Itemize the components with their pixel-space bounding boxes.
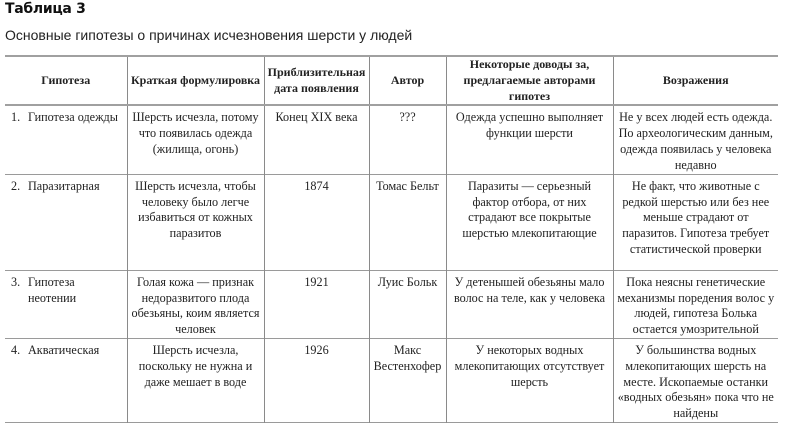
column-header-arguments: Некоторые доводы за, предлагаемые авторами гипотез — [446, 56, 613, 105]
cell-arguments: У некоторых водных млекопитающих отсутствует шерсть — [446, 339, 613, 423]
cell-arguments: Одежда успешно выполняет функции шерсти — [446, 105, 613, 174]
table-subtitle: Основные гипотезы о причинах исчезновения шерсти у людей — [5, 27, 413, 43]
cell-summary: Шерсть исчезла, потому что появилась одежда (жилища, огонь) — [127, 105, 264, 174]
row-number: 1. — [11, 110, 21, 125]
hypothesis-name: Гипотеза неотении — [28, 274, 77, 305]
cell-hypothesis — [5, 105, 127, 174]
row-number: 2. — [11, 178, 21, 193]
column-header-summary: Краткая формулировка — [127, 56, 264, 105]
cell-arguments: У детенышей обезьяны мало волос на теле, как у человека — [446, 270, 613, 338]
table-row — [5, 105, 778, 174]
cell-objections: Не факт, что животные с редкой шерстью или без нее меньше страдают от паразитов. Гипотеза требует статистической проверки — [613, 174, 778, 270]
cell-summary: Шерсть исчезла, поскольку не нужна и даже мешает в воде — [127, 339, 264, 423]
cell-objections: Пока неясны генетические механизмы поредения волос у людей, гипотеза Болька остается умозрительной — [613, 270, 778, 338]
cell-author: ??? — [369, 105, 446, 174]
cell-author: Макс Вестенхофер — [369, 339, 446, 423]
cell-hypothesis — [5, 339, 127, 423]
cell-objections: Не у всех людей есть одежда. По археологическим данным, одежда появилась у человека недавно — [613, 105, 778, 174]
cell-summary: Шерсть исчезла, чтобы человеку было легче избавиться от кожных паразитов — [127, 174, 264, 270]
cell-summary: Голая кожа — признак недоразвитого плода обезьяны, коим является человек — [127, 270, 264, 338]
column-header-author: Автор — [369, 56, 446, 105]
table-row — [5, 270, 778, 338]
table-header-row — [5, 56, 778, 105]
table-title: Таблица 3 — [5, 1, 86, 17]
table-row — [5, 174, 778, 270]
cell-date: 1921 — [264, 270, 369, 338]
row-number: 3. — [11, 274, 21, 289]
cell-date: 1926 — [264, 339, 369, 423]
cell-author: Луис Больк — [369, 270, 446, 338]
table-row — [5, 339, 778, 423]
cell-hypothesis — [5, 270, 127, 338]
hypotheses-table — [5, 55, 778, 423]
cell-author: Томас Бельт — [369, 174, 446, 270]
hypothesis-name: Гипотеза одежды — [28, 110, 118, 125]
hypothesis-name: Акватическая — [28, 343, 100, 358]
column-header-objections: Возражения — [613, 56, 778, 105]
column-header-hypothesis: Гипотеза — [41, 72, 91, 87]
cell-date: Конец XIX века — [264, 105, 369, 174]
column-header-date: Приблизительная дата появления — [264, 56, 369, 105]
hypothesis-name: Паразитарная — [28, 178, 100, 193]
row-number: 4. — [11, 343, 21, 358]
cell-hypothesis — [5, 174, 127, 270]
cell-date: 1874 — [264, 174, 369, 270]
cell-arguments: Паразиты — серьезный фактор отбора, от них страдают все покрытые шерстью млекопитающие — [446, 174, 613, 270]
cell-objections: У большинства водных млекопитающих шерсть на месте. Ископаемые останки «водных обезьян» пока что не найдены — [613, 339, 778, 423]
